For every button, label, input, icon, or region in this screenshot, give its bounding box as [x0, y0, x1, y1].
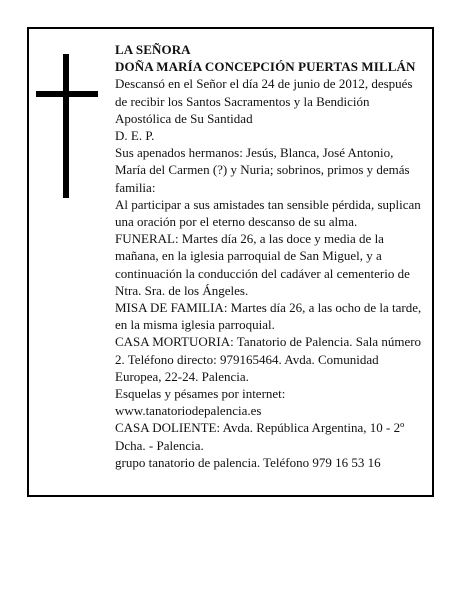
notice-text [115, 41, 427, 471]
notice-paragraph-family: Sus apenados hermanos: Jesús, Blanca, José Antonio, María del Carmen (?) y Nuria; sobrinos, primos y demás familia: [115, 145, 410, 195]
cross-horizontal-bar [36, 91, 98, 97]
notice-paragraph-funeral: FUNERAL: Martes día 26, a las doce y media de la mañana, en la iglesia parroquial de San Miguel, y a continuación la conducción del cadáver al cementerio de Ntra. Sra. de los Ángeles. [115, 231, 410, 298]
notice-paragraph-death: Descansó en el Señor el día 24 de junio de 2012, después de recibir los Santos Sacramentos y la Bendición Apostólica de Su Santidad [115, 76, 413, 126]
notice-paragraph-mass: MISA DE FAMILIA: Martes día 26, a las ocho de la tarde, en la misma iglesia parroquial. [115, 300, 422, 333]
notice-paragraph-dep: D. E. P. [115, 128, 155, 144]
notice-paragraph-company: grupo tanatorio de palencia. Teléfono 979 16 53 16 [115, 454, 381, 470]
cross-vertical-bar [63, 54, 69, 198]
notice-heading: LA SEÑORA [115, 42, 191, 57]
notice-paragraph-home: CASA DOLIENTE: Avda. República Argentina, 10 - 2º Dcha. - Palencia. [115, 420, 405, 453]
cross-icon [36, 54, 100, 198]
notice-paragraph-prayer: Al participar a sus amistades tan sensible pérdida, suplican una oración por el eterno descanso de su alma. [115, 196, 421, 230]
notice-paragraph-internet: Esquelas y pésames por internet: www.tanatoriodepalencia.es [115, 386, 286, 419]
notice-paragraph-mortuary: CASA MORTUORIA: Tanatorio de Palencia. Sala número 2. Teléfono directo: 979165464. Avda. Comunidad Europea, 22-24. Palencia. [115, 334, 422, 384]
deceased-name: DOÑA MARÍA CONCEPCIÓN PUERTAS MILLÁN [115, 59, 416, 75]
